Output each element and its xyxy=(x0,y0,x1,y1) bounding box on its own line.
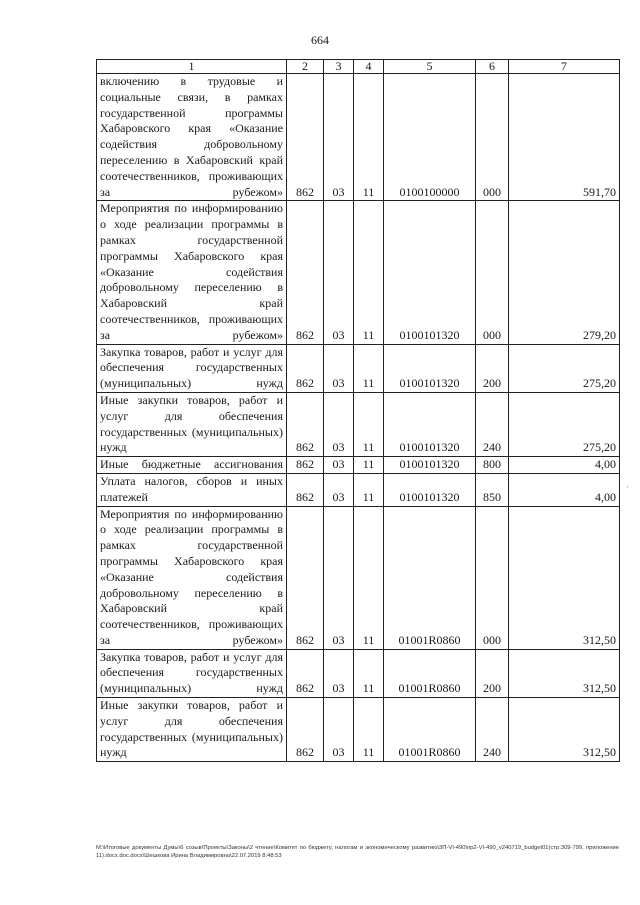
subsection-code: 11 xyxy=(354,74,384,201)
row-description: Иные бюджетные ассигнования xyxy=(97,457,287,474)
table-row xyxy=(97,344,620,392)
table-row xyxy=(97,457,620,474)
header-cell: 2 xyxy=(287,60,324,74)
target-article-code: 0100101320 xyxy=(384,457,476,474)
row-description: Уплата налогов, сборов и иных платежей xyxy=(97,473,287,506)
header-cell: 7 xyxy=(509,60,620,74)
file-path-footer: M:\Итоговые документы Думы\6 созыв\Проекты\Законы\2 чтение\Комитет по бюджету, налогам и экономическому развитию\3П-VI-490\пр2-VI-490_v240719_budget01(стр.309-799, приложение 11).docx.doc.docx\Шешкова Ирина Владимировна\22.07.2019 8:48:53 xyxy=(96,845,619,859)
table-row xyxy=(97,473,620,506)
row-description: Иные закупки товаров, работ и услуг для обеспечения государственных (муниципальных) нужд xyxy=(97,392,287,456)
header-cell: 5 xyxy=(384,60,476,74)
target-article-code: 0100101320 xyxy=(384,201,476,344)
header-cell: 1 xyxy=(97,60,287,74)
ministry-code: 862 xyxy=(287,473,324,506)
subsection-code: 11 xyxy=(354,473,384,506)
ministry-code: 862 xyxy=(287,457,324,474)
amount: 275,20 xyxy=(509,392,620,456)
subsection-code: 11 xyxy=(354,344,384,392)
table-row xyxy=(97,698,620,762)
ministry-code: 862 xyxy=(287,649,324,697)
budget-table xyxy=(96,59,620,762)
row-description: Мероприятия по информированию о ходе реализации программы в рамках государственной программы Хабаровского края «Оказание содействия добровольному переселению в Хабаровский край соотечественников, проживающих за рубежом» xyxy=(97,201,287,344)
subsection-code: 11 xyxy=(354,201,384,344)
expense-type-code: 200 xyxy=(476,344,509,392)
target-article-code: 0100101320 xyxy=(384,344,476,392)
ministry-code: 862 xyxy=(287,698,324,762)
page-number: 664 xyxy=(311,33,329,47)
section-code: 03 xyxy=(324,392,354,456)
header-cell: 6 xyxy=(476,60,509,74)
target-article-code: 0100100000 xyxy=(384,74,476,201)
row-description: Закупка товаров, работ и услуг для обеспечения государственных (муниципальных) нужд xyxy=(97,649,287,697)
amount: 4,00 xyxy=(509,457,620,474)
subsection-code: 11 xyxy=(354,457,384,474)
ministry-code: 862 xyxy=(287,344,324,392)
expense-type-code: 850 xyxy=(476,473,509,506)
subsection-code: 11 xyxy=(354,506,384,649)
table-row xyxy=(97,392,620,456)
header-row xyxy=(97,60,620,74)
scan-artifact xyxy=(330,0,590,4)
row-description: Мероприятия по информированию о ходе реализации программы в рамках государственной программы Хабаровского края «Оказание содействия добровольному переселению в Хабаровский край соотечественников, проживающих за рубежом» xyxy=(97,506,287,649)
target-article-code: 0100101320 xyxy=(384,473,476,506)
target-article-code: 01001R0860 xyxy=(384,698,476,762)
ministry-code: 862 xyxy=(287,201,324,344)
subsection-code: 11 xyxy=(354,392,384,456)
amount: 312,50 xyxy=(509,506,620,649)
section-code: 03 xyxy=(324,74,354,201)
amount: 4,00 xyxy=(509,473,620,506)
section-code: 03 xyxy=(324,457,354,474)
amount: 591,70 xyxy=(509,74,620,201)
ministry-code: 862 xyxy=(287,392,324,456)
section-code: 03 xyxy=(324,506,354,649)
amount: 312,50 xyxy=(509,649,620,697)
table-row xyxy=(97,649,620,697)
header-cell: 3 xyxy=(324,60,354,74)
expense-type-code: 800 xyxy=(476,457,509,474)
table-row xyxy=(97,201,620,344)
section-code: 03 xyxy=(324,473,354,506)
header-cell: 4 xyxy=(354,60,384,74)
row-description: включению в трудовые и социальные связи, в рамках государственной программы Хабаровского края «Оказание содействия добровольному переселению в Хабаровский край соотечественников, проживающих за рубежом» xyxy=(97,74,287,201)
table-row xyxy=(97,506,620,649)
amount: 312,50 xyxy=(509,698,620,762)
section-code: 03 xyxy=(324,698,354,762)
target-article-code: 01001R0860 xyxy=(384,506,476,649)
row-description: Иные закупки товаров, работ и услуг для обеспечения государственных (муниципальных) нужд xyxy=(97,698,287,762)
expense-type-code: 200 xyxy=(476,649,509,697)
expense-type-code: 240 xyxy=(476,698,509,762)
margin-mark: · xyxy=(626,483,629,492)
amount: 279,20 xyxy=(509,201,620,344)
section-code: 03 xyxy=(324,649,354,697)
row-description: Закупка товаров, работ и услуг для обеспечения государственных (муниципальных) нужд xyxy=(97,344,287,392)
subsection-code: 11 xyxy=(354,649,384,697)
target-article-code: 0100101320 xyxy=(384,392,476,456)
section-code: 03 xyxy=(324,344,354,392)
target-article-code: 01001R0860 xyxy=(384,649,476,697)
section-code: 03 xyxy=(324,201,354,344)
expense-type-code: 000 xyxy=(476,201,509,344)
table-row xyxy=(97,74,620,201)
expense-type-code: 000 xyxy=(476,506,509,649)
expense-type-code: 000 xyxy=(476,74,509,201)
ministry-code: 862 xyxy=(287,506,324,649)
amount: 275,20 xyxy=(509,344,620,392)
subsection-code: 11 xyxy=(354,698,384,762)
ministry-code: 862 xyxy=(287,74,324,201)
expense-type-code: 240 xyxy=(476,392,509,456)
